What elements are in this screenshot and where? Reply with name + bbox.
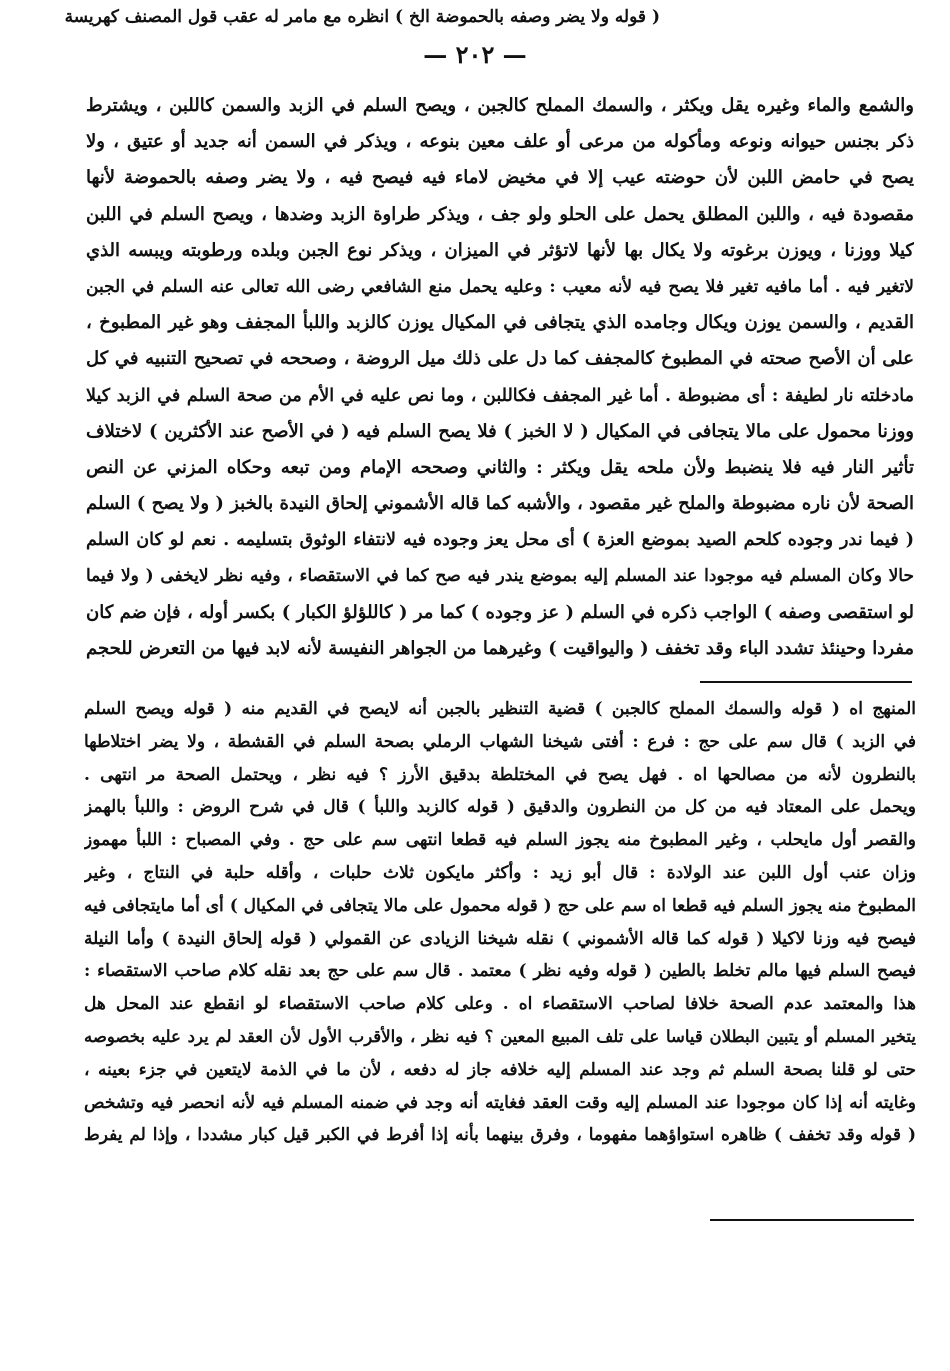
main-text-line: ( فيما ندر وجوده كلحم الصيد بموضع العزة ) أى محل يعز وجوده فيه لانتفاء الوثوق بتسليمه . نعم لو كان السلم [86,530,914,551]
footnote-line: فيصح السلم فيها مالم تخلط بالطين ( قوله وفيه نظر ) معتمد . قال سم على حج بعد نقله كلام صاحب الاستقصاء : [84,961,916,982]
main-text-line: لاتغير فيه . أما مافيه تغير فلا يصح فيه لأنه معيب : وعليه يحمل منع الشافعي رضى الله تعالى عنه السلم في الجبن [86,276,914,297]
main-text-line: القديم ، والسمن يوزن ويكال وجامده الذي يتجافى في المكيال يوزن كالزبد واللبأ المجفف وهو غير المطبوخ ، [86,312,914,334]
main-text [86,88,914,667]
footnote-line: في الزبد ) قال سم على حج : فرع : أفتى شيخنا الشهاب الرملي بصحة السلم في القشطة ، ولا يضر اختلاطها [84,731,916,752]
main-text-line: لو استقصى وصفه ) الواجب ذكره في السلم ( عز وجوده ) كما مر ( كاللؤلؤ الكبار ) بكسر أوله ، فإن ضم كان [86,601,914,623]
footnote-line: وزان عنب أول اللبن عند الولادة : قال أبو زيد : وأكثر مايكون ثلاث حلبات ، وأقله حلبة في النتاج ، وغير [84,862,916,883]
footnote-line: حتى لو قلنا بصحة السلم ثم وجد عند المسلم إليه خلافه جاز له دفعه ، لأن ما في الذمة لايتعين في جزء بعينه ، [84,1059,916,1080]
main-text-line: يصح في حامض اللبن لأن حوضته عيب إلا في مخيض لاماء فيه فيصح فيه ، ولا يضر وصفه بالحموضة لأنها [86,167,914,189]
footnote-line: هذا والمعتمد عدم الصحة خلافا لصاحب الاستقصاء اه . وعلى كلام صاحب الاستقصاء لو انقطع عند المحل هل [84,994,916,1015]
main-text-line: والشمع والماء وغيره يقل ويكثر ، والسمك المملح كالجبن ، ويصح السلم في الزبد والسمن كاللبن ، ويشترط [86,95,914,116]
main-text-line: كيلا ووزنا ، ويوزن برغوته ولا يكال بها لأنها لاتؤثر في الميزان ، ويذكر نوع الجبن وبلده ورطوبته ويبسه الذي [86,239,914,261]
main-text-line: تأثير النار فيه فلا ينضبط ولأن ملحه يقل ويكثر : والثاني وصححه الإمام ومن تبعه وحكاه المزني عن النص [86,456,914,478]
page-number: — ٢٠٢ — [423,40,527,69]
footnote-line: والقصر أول مايحلب ، وغير المطبوخ منه يجوز السلم فيه قطعا انتهى سم على حج . وفي المصباح : اللبأ مهموز [84,830,916,851]
footnote-divider [700,681,912,683]
footnote-line: ( قوله وقد تخفف ) ظاهره استواؤهما مفهوما ، وفرق بينهما بأنه إذا أفرط في الكبر قيل كبار مشددا ، وإذا لم يفرط [84,1125,916,1146]
main-text-line: ووزنا محمول على مالا يتجافى في المكيال ( لا الخبز ) فلا يصح السلم فيه ( في الأصح عند الأكثرين ) لاختلاف [86,420,914,442]
main-text-line: مادخلته نار لطيفة : أى مضبوطة . أما غير المجفف فكاللبن ، وما نص عليه في الأم من صحة السلم في الزبد كيلا [86,385,914,406]
footnote-line: فيصح فيه وزنا لاكيلا ( قوله كما قاله الأشموني ) نقله شيخنا الزيادى عن القمولي ( قوله إلحاق النيدة ) وأما النيلة [84,928,916,949]
footnote-line: المنهج اه ( قوله والسمك المملح كالجبن ) قضية التنظير بالجبن أنه لايصح في القديم منه ( قوله ويصح السلم [84,699,916,719]
main-text-line: الصحة لأن ناره مضبوطة والملح غير مقصود ، والأشبه كما قاله الأشموني إلحاق النيدة بالخبز ( ولا يصح ) السلم [86,493,914,515]
main-text-line: مفردا وحينئذ تشدد الباء وقد تخفف ( واليواقيت ) وغيرهما من الجواهر النفيسة لأنه لابد فيها من التعرض للحجم [86,637,914,659]
main-text-line: ذكر بجنس حيوانه ونوعه ومأكوله من مرعى أو علف معين بنوعه ، ويذكر في السمن أنه جديد أو عتيق ، ولا [86,131,914,153]
footnote-divider [710,1219,914,1221]
footnote-line: يتخير المسلم أو يتبين البطلان قياسا على تلف المبيع المعين ؟ فيه نظر ، والأقرب الأول لأن العقد لم يرد عليه بخصوصه [84,1026,916,1046]
secondary-footnote: ( قوله ولا يضر وصفه بالحموضة الخ ) انظره مع مامر له عقب قول المصنف كهريسة [64,7,660,27]
footnote-line: بالنطرون لأنه من مصالحها اه . فهل يصح في المختلطة بدقيق الأرز ؟ فيه نظر ، ويحتمل الصحة مر انتهى . [84,764,916,785]
footnote-line: وغايته أنه إذا كان موجودا عند المسلم إليه وقت العقد فغايته أنه وجد في ضمنه المسلم فيه لأنه انحصر فيه وتشخص [84,1092,916,1113]
footnote-line: ويحمل على المعتاد فيه من كل من النطرون والدقيق ( قوله كالزبد واللبأ ) قال في شرح الروض : واللبأ بالهمز [84,797,916,818]
main-text-line: على أن الأصح صحته في المطبوخ كالمجفف كما دل على ذلك ميل الروضة ، وصححه في تصحيح التنبيه في كل [86,348,914,370]
main-text-line: مقصودة فيه ، واللبن المطلق يحمل على الحلو ولو جف ، ويذكر طراوة الزبد وضدها ، ويصح السلم في اللبن [86,203,914,225]
footnote-line: المطبوخ منه يجوز السلم فيه قطعا اه سم على حج ( قوله محمول على مالا يتجافى في المكيال ) أى أما مايتجافى فيه [84,895,916,916]
commentary-footnote [84,693,916,1152]
main-text-line: حالا وكان المسلم فيه موجودا عند المسلم إليه بموضع يندر فيه صح كما في الاستقصاء ، وفيه نظر لايخفى ( ولا فيما [86,566,914,587]
